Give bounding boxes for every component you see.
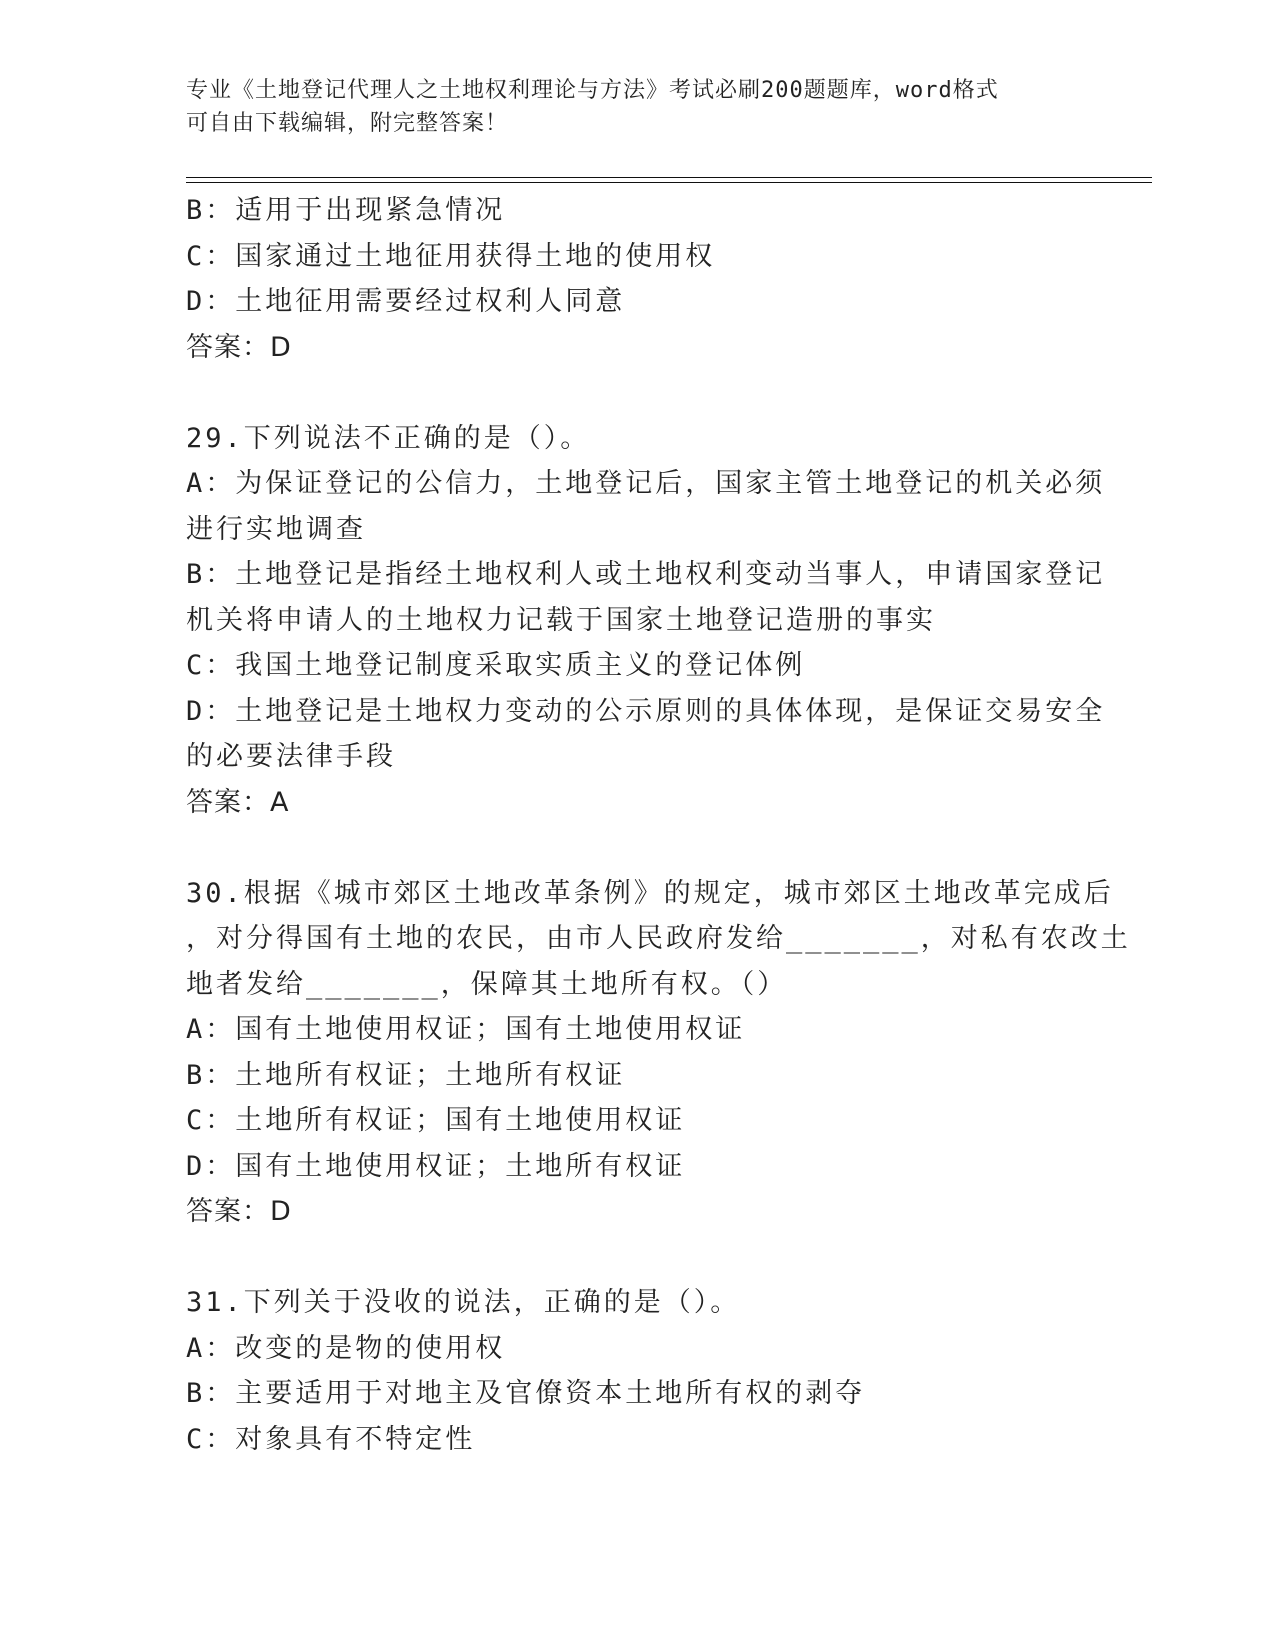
header-divider-top: [186, 177, 1152, 178]
spacer: [186, 370, 1086, 416]
option-d: D：土地登记是土地权力变动的公示原则的具体体现，是保证交易安全: [186, 695, 1106, 727]
question-block-30: [186, 871, 1131, 1235]
option-c: C：国家通过土地征用获得土地的使用权: [186, 240, 716, 272]
question-text-continued: 地者发给_______，保障其土地所有权。（）: [186, 968, 788, 1000]
answer-line: 答案：D: [186, 331, 292, 363]
option-d: D：国有土地使用权证；土地所有权证: [186, 1150, 686, 1182]
option-a: A：国有土地使用权证；国有土地使用权证: [186, 1014, 746, 1045]
question-text: 30.根据《城市郊区土地改革条例》的规定，城市郊区土地改革完成后: [186, 877, 1114, 909]
answer-line: 答案：D: [186, 1196, 292, 1227]
question-block-29: [186, 416, 1106, 826]
option-c: C：对象具有不特定性: [186, 1423, 476, 1455]
option-b: B：土地登记是指经土地权利人或土地权利变动当事人，申请国家登记: [186, 559, 1106, 590]
header-divider-bottom: [186, 182, 1152, 183]
document-header: [186, 74, 1086, 140]
option-c: C：我国土地登记制度采取实质主义的登记体例: [186, 650, 806, 681]
spacer: [186, 825, 1086, 871]
option-a: A：改变的是物的使用权: [186, 1332, 506, 1364]
answer-line: 答案：A: [186, 786, 290, 818]
option-d-continued: 的必要法律手段: [186, 741, 396, 772]
question-block-previous: [186, 188, 1086, 370]
question-list: [186, 188, 1131, 1462]
option-d: D：土地征用需要经过权利人同意: [186, 286, 626, 317]
spacer: [186, 1235, 1086, 1281]
option-b: B：土地所有权证；土地所有权证: [186, 1059, 626, 1091]
question-text: 31.下列关于没收的说法，正确的是（）。: [186, 1287, 741, 1318]
option-b-continued: 机关将申请人的土地权力记载于国家土地登记造册的事实: [186, 604, 936, 636]
option-a-continued: 进行实地调查: [186, 513, 366, 545]
question-text-continued: ，对分得国有土地的农民，由市人民政府发给_______，对私有农改土: [186, 923, 1131, 954]
option-c: C：土地所有权证；国有土地使用权证: [186, 1105, 686, 1136]
question-block-31: [186, 1280, 1086, 1462]
question-text: 29.下列说法不正确的是（）。: [186, 422, 591, 454]
header-line-2: 可自由下载编辑，附完整答案！: [186, 111, 509, 136]
option-b: B：主要适用于对地主及官僚资本土地所有权的剥夺: [186, 1378, 866, 1409]
header-line-1: 专业《土地登记代理人之土地权利理论与方法》考试必刷200题题库，word格式: [186, 78, 999, 103]
option-b: B：适用于出现紧急情况: [186, 195, 506, 226]
option-a: A：为保证登记的公信力，土地登记后，国家主管土地登记的机关必须: [186, 468, 1106, 499]
